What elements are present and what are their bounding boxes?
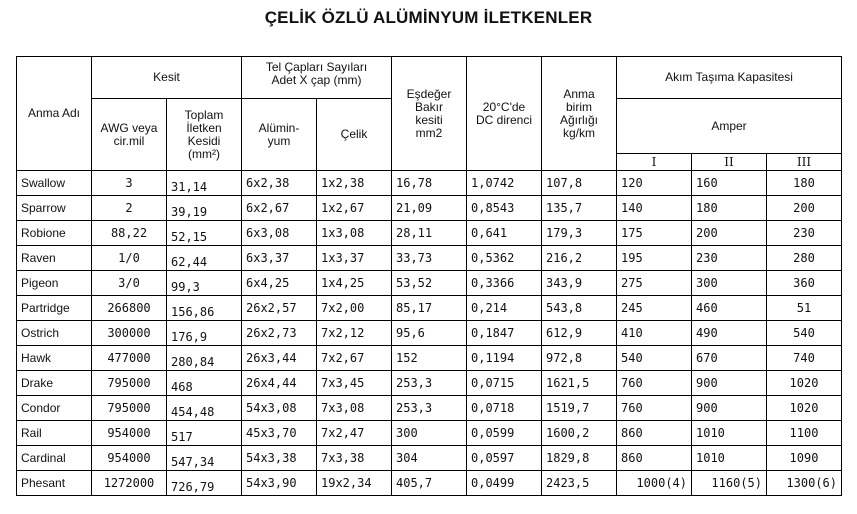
cell-agirlik: 612,9 xyxy=(542,321,617,346)
header-agirlik: Anma birim Ağırlığı kg/km xyxy=(542,57,617,171)
cell-agirlik: 1519,7 xyxy=(542,396,617,421)
cell-celik: 1x2,38 xyxy=(317,171,392,196)
cell-amper-i: 860 xyxy=(617,446,692,471)
cell-aluminyum: 54x3,90 xyxy=(242,471,317,496)
cell-celik: 19x2,34 xyxy=(317,471,392,496)
cell-anma-adi: Sparrow xyxy=(17,196,92,221)
cell-agirlik: 2423,5 xyxy=(542,471,617,496)
cell-anma-adi: Drake xyxy=(17,371,92,396)
conductor-table xyxy=(16,56,842,496)
cell-aluminyum: 6x2,67 xyxy=(242,196,317,221)
cell-aluminyum: 54x3,38 xyxy=(242,446,317,471)
cell-amper-i: 120 xyxy=(617,171,692,196)
cell-amper-iii: 740 xyxy=(767,346,842,371)
cell-awg: 954000 xyxy=(92,446,167,471)
header-aluminyum: Alümin- yum xyxy=(242,99,317,171)
cell-amper-iii: 230 xyxy=(767,221,842,246)
cell-amper-ii: 460 xyxy=(692,296,767,321)
header-tel-caplari: Tel Çapları Sayıları Adet X çap (mm) xyxy=(242,57,392,99)
cell-awg: 954000 xyxy=(92,421,167,446)
cell-esdeger-bakir: 304 xyxy=(392,446,467,471)
header-col-i: I xyxy=(617,154,692,171)
cell-esdeger-bakir: 16,78 xyxy=(392,171,467,196)
cell-anma-adi: Cardinal xyxy=(17,446,92,471)
cell-toplam-kesit: 39,19 xyxy=(167,196,242,221)
cell-esdeger-bakir: 33,73 xyxy=(392,246,467,271)
cell-dc-direnci: 0,8543 xyxy=(467,196,542,221)
cell-toplam-kesit: 468 xyxy=(167,371,242,396)
cell-dc-direnci: 0,1194 xyxy=(467,346,542,371)
cell-toplam-kesit: 31,14 xyxy=(167,171,242,196)
header-col-ii: II xyxy=(692,154,767,171)
header-esdeger-bakir: Eşdeğer Bakır kesiti mm2 xyxy=(392,57,467,171)
cell-amper-i: 195 xyxy=(617,246,692,271)
cell-amper-iii: 51 xyxy=(767,296,842,321)
cell-aluminyum: 26x2,57 xyxy=(242,296,317,321)
table-row xyxy=(17,396,842,421)
cell-aluminyum: 26x2,73 xyxy=(242,321,317,346)
cell-celik: 1x3,37 xyxy=(317,246,392,271)
cell-amper-iii: 180 xyxy=(767,171,842,196)
cell-esdeger-bakir: 85,17 xyxy=(392,296,467,321)
cell-toplam-kesit: 156,86 xyxy=(167,296,242,321)
cell-amper-iii: 1300(6) xyxy=(767,471,842,496)
cell-amper-ii: 300 xyxy=(692,271,767,296)
cell-celik: 1x3,08 xyxy=(317,221,392,246)
cell-awg: 3 xyxy=(92,171,167,196)
cell-anma-adi: Swallow xyxy=(17,171,92,196)
cell-esdeger-bakir: 152 xyxy=(392,346,467,371)
cell-aluminyum: 54x3,08 xyxy=(242,396,317,421)
table-row xyxy=(17,171,842,196)
cell-dc-direnci: 0,5362 xyxy=(467,246,542,271)
header-col-iii: III xyxy=(767,154,842,171)
cell-aluminyum: 6x2,38 xyxy=(242,171,317,196)
cell-aluminyum: 45x3,70 xyxy=(242,421,317,446)
cell-amper-ii: 670 xyxy=(692,346,767,371)
cell-celik: 7x3,38 xyxy=(317,446,392,471)
cell-aluminyum: 6x3,08 xyxy=(242,221,317,246)
cell-toplam-kesit: 517 xyxy=(167,421,242,446)
cell-amper-ii: 180 xyxy=(692,196,767,221)
header-anma-adi: Anma Adı xyxy=(17,57,92,171)
cell-amper-i: 540 xyxy=(617,346,692,371)
cell-amper-i: 175 xyxy=(617,221,692,246)
cell-awg: 2 xyxy=(92,196,167,221)
cell-dc-direnci: 0,0599 xyxy=(467,421,542,446)
cell-amper-ii: 1010 xyxy=(692,446,767,471)
cell-celik: 7x2,12 xyxy=(317,321,392,346)
cell-amper-iii: 540 xyxy=(767,321,842,346)
cell-aluminyum: 6x4,25 xyxy=(242,271,317,296)
cell-agirlik: 1600,2 xyxy=(542,421,617,446)
cell-agirlik: 1621,5 xyxy=(542,371,617,396)
table-row xyxy=(17,321,842,346)
cell-anma-adi: Robione xyxy=(17,221,92,246)
table-row xyxy=(17,221,842,246)
cell-toplam-kesit: 454,48 xyxy=(167,396,242,421)
header-dc-direnci: 20°C'de DC direnci xyxy=(467,57,542,171)
cell-anma-adi: Partridge xyxy=(17,296,92,321)
cell-dc-direnci: 0,3366 xyxy=(467,271,542,296)
cell-amper-iii: 200 xyxy=(767,196,842,221)
header-toplam-kesit: Toplam İletken Kesidi (mm²) xyxy=(167,99,242,171)
page-title: ÇELİK ÖZLÜ ALÜMİNYUM İLETKENLER xyxy=(264,8,593,27)
cell-agirlik: 179,3 xyxy=(542,221,617,246)
cell-toplam-kesit: 547,34 xyxy=(167,446,242,471)
table-body xyxy=(17,171,842,496)
cell-agirlik: 972,8 xyxy=(542,346,617,371)
cell-amper-ii: 900 xyxy=(692,371,767,396)
cell-esdeger-bakir: 405,7 xyxy=(392,471,467,496)
cell-dc-direnci: 0,0499 xyxy=(467,471,542,496)
cell-amper-ii: 230 xyxy=(692,246,767,271)
cell-anma-adi: Raven xyxy=(17,246,92,271)
cell-amper-ii: 490 xyxy=(692,321,767,346)
cell-amper-iii: 1020 xyxy=(767,371,842,396)
table-row xyxy=(17,196,842,221)
cell-aluminyum: 6x3,37 xyxy=(242,246,317,271)
cell-toplam-kesit: 176,9 xyxy=(167,321,242,346)
cell-anma-adi: Pigeon xyxy=(17,271,92,296)
cell-celik: 7x2,67 xyxy=(317,346,392,371)
cell-aluminyum: 26x4,44 xyxy=(242,371,317,396)
header-akim-tasima: Akım Taşıma Kapasitesi xyxy=(617,57,842,99)
cell-amper-i: 275 xyxy=(617,271,692,296)
table-row xyxy=(17,271,842,296)
cell-anma-adi: Rail xyxy=(17,421,92,446)
cell-awg: 300000 xyxy=(92,321,167,346)
cell-esdeger-bakir: 28,11 xyxy=(392,221,467,246)
cell-agirlik: 1829,8 xyxy=(542,446,617,471)
table-row xyxy=(17,346,842,371)
header-celik: Çelik xyxy=(317,99,392,171)
cell-toplam-kesit: 62,44 xyxy=(167,246,242,271)
cell-amper-iii: 360 xyxy=(767,271,842,296)
cell-amper-ii: 1010 xyxy=(692,421,767,446)
cell-awg: 795000 xyxy=(92,371,167,396)
cell-esdeger-bakir: 253,3 xyxy=(392,396,467,421)
cell-amper-iii: 1100 xyxy=(767,421,842,446)
cell-awg: 477000 xyxy=(92,346,167,371)
cell-esdeger-bakir: 21,09 xyxy=(392,196,467,221)
table-row xyxy=(17,371,842,396)
table-row xyxy=(17,446,842,471)
cell-amper-i: 140 xyxy=(617,196,692,221)
cell-agirlik: 107,8 xyxy=(542,171,617,196)
header-kesit: Kesit xyxy=(92,57,242,99)
header-amper: Amper xyxy=(617,99,842,154)
cell-dc-direnci: 0,0597 xyxy=(467,446,542,471)
cell-amper-i: 245 xyxy=(617,296,692,321)
cell-dc-direnci: 0,641 xyxy=(467,221,542,246)
cell-amper-ii: 200 xyxy=(692,221,767,246)
cell-dc-direnci: 0,214 xyxy=(467,296,542,321)
cell-celik: 7x3,45 xyxy=(317,371,392,396)
cell-amper-i: 760 xyxy=(617,396,692,421)
cell-amper-ii: 1160(5) xyxy=(692,471,767,496)
cell-amper-ii: 900 xyxy=(692,396,767,421)
cell-celik: 7x2,00 xyxy=(317,296,392,321)
cell-amper-iii: 1020 xyxy=(767,396,842,421)
cell-amper-i: 1000(4) xyxy=(617,471,692,496)
cell-awg: 1/0 xyxy=(92,246,167,271)
cell-agirlik: 216,2 xyxy=(542,246,617,271)
header-awg: AWG veya cir.mil xyxy=(92,99,167,171)
cell-esdeger-bakir: 53,52 xyxy=(392,271,467,296)
cell-dc-direnci: 0,0715 xyxy=(467,371,542,396)
cell-agirlik: 543,8 xyxy=(542,296,617,321)
cell-amper-i: 760 xyxy=(617,371,692,396)
cell-awg: 266800 xyxy=(92,296,167,321)
cell-dc-direnci: 1,0742 xyxy=(467,171,542,196)
cell-celik: 1x2,67 xyxy=(317,196,392,221)
cell-amper-i: 860 xyxy=(617,421,692,446)
table-row xyxy=(17,246,842,271)
cell-amper-iii: 1090 xyxy=(767,446,842,471)
cell-awg: 3/0 xyxy=(92,271,167,296)
cell-esdeger-bakir: 253,3 xyxy=(392,371,467,396)
cell-toplam-kesit: 280,84 xyxy=(167,346,242,371)
cell-amper-iii: 280 xyxy=(767,246,842,271)
cell-esdeger-bakir: 95,6 xyxy=(392,321,467,346)
cell-toplam-kesit: 52,15 xyxy=(167,221,242,246)
table-row xyxy=(17,471,842,496)
cell-toplam-kesit: 726,79 xyxy=(167,471,242,496)
cell-agirlik: 135,7 xyxy=(542,196,617,221)
cell-awg: 88,22 xyxy=(92,221,167,246)
cell-amper-i: 410 xyxy=(617,321,692,346)
cell-aluminyum: 26x3,44 xyxy=(242,346,317,371)
cell-awg: 795000 xyxy=(92,396,167,421)
cell-agirlik: 343,9 xyxy=(542,271,617,296)
cell-awg: 1272000 xyxy=(92,471,167,496)
cell-esdeger-bakir: 300 xyxy=(392,421,467,446)
cell-anma-adi: Phesant xyxy=(17,471,92,496)
cell-celik: 1x4,25 xyxy=(317,271,392,296)
table-row xyxy=(17,421,842,446)
cell-anma-adi: Condor xyxy=(17,396,92,421)
cell-celik: 7x3,08 xyxy=(317,396,392,421)
table-row xyxy=(17,296,842,321)
cell-celik: 7x2,47 xyxy=(317,421,392,446)
cell-dc-direnci: 0,1847 xyxy=(467,321,542,346)
cell-amper-ii: 160 xyxy=(692,171,767,196)
cell-anma-adi: Ostrich xyxy=(17,321,92,346)
cell-dc-direnci: 0,0718 xyxy=(467,396,542,421)
cell-anma-adi: Hawk xyxy=(17,346,92,371)
cell-toplam-kesit: 99,3 xyxy=(167,271,242,296)
